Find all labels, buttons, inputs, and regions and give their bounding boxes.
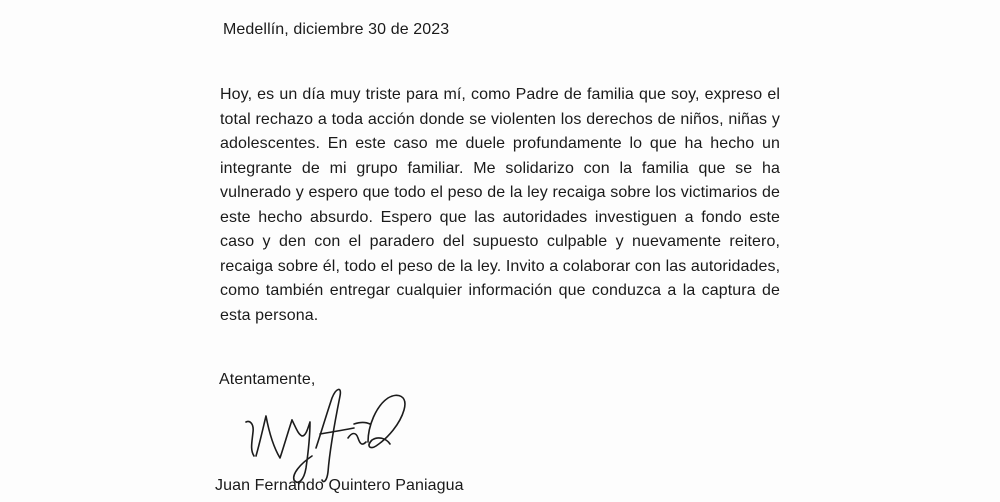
body-line: total rechazo a toda acción donde se violenten los derechos de niños, niñas y: [220, 110, 780, 128]
body-line: caso y den con el paradero del supuesto culpable y nuevamente reitero,: [220, 233, 780, 250]
body-line: esta persona.: [220, 306, 319, 324]
signer-name: Juan Fernando Quintero Paniagua: [215, 477, 464, 494]
letter-date: Medellín, diciembre 30 de 2023: [223, 21, 450, 38]
signature-stroke: [368, 395, 405, 447]
signature-stroke: [292, 420, 312, 482]
signature-stroke: [348, 434, 366, 445]
signature-stroke: [354, 423, 370, 425]
body-line: vulnerado y espero que todo el peso de la ley recaiga sobre los victimarios de: [220, 184, 780, 201]
closing-salutation: Atentamente,: [219, 371, 316, 388]
signature-strokes: [246, 389, 405, 482]
body-line: como también entregar cualquier información que conduzca a la captura de: [220, 282, 780, 299]
body-line: Hoy, es un día muy triste para mí, como Padre de familia que soy, expreso el: [220, 86, 780, 103]
signature-stroke: [316, 389, 340, 481]
letter-body: [220, 84, 780, 329]
body-line: este hecho absurdo. Espero que las autoridades investiguen a fondo este: [220, 208, 780, 226]
body-line: integrante de mi grupo familiar. Me solidarizo con la familia que se ha: [220, 159, 780, 177]
body-line: adolescentes. En este caso me duele profundamente lo que ha hecho un: [220, 135, 780, 152]
signature-stroke: [320, 428, 354, 434]
signature-stroke: [256, 416, 292, 458]
body-line: recaiga sobre él, todo el peso de la ley. Invito a colaborar con las autoridades,: [220, 257, 781, 275]
signature-stroke: [246, 421, 254, 456]
